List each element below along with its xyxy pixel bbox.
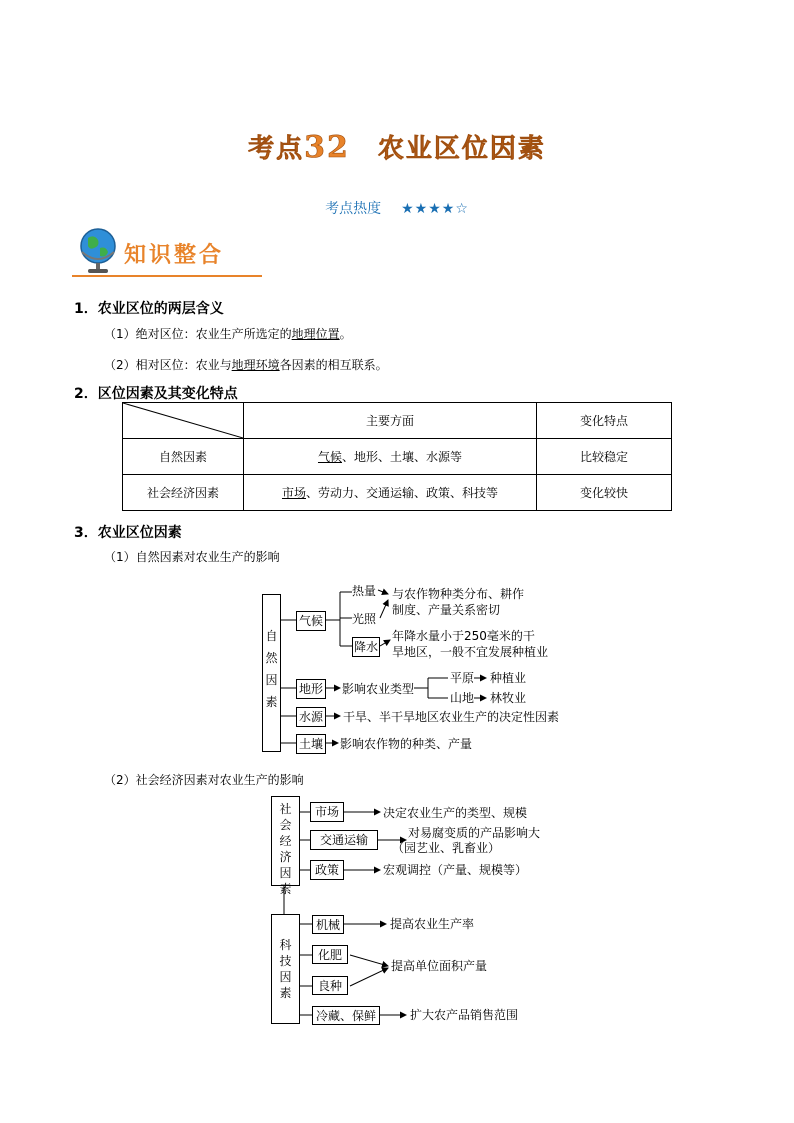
natural-factors-root: 自然因素 [262,594,281,752]
mountain-label: 山地 [450,691,475,705]
banner-text: 知识整合 [124,242,225,268]
section-3-sub2: （2）社会经济因素对农业生产的影响 [104,773,304,787]
market-effect: 决定农业生产的类型、规模 [383,806,528,820]
machine-box: 机械 [312,915,344,934]
seed-box: 良种 [312,976,348,995]
table-row: 自然因素 气候、地形、土壤、水源等 比较稳定 [123,439,672,475]
page-title: 考点32 农业区位因素 [248,130,546,165]
water-effect: 干旱、半干旱地区农业生产的决定性因素 [343,710,560,724]
transport-effect-2: （园艺业、乳畜业） [392,841,501,855]
heat-label: 热量 [352,584,377,598]
cold-storage-effect: 扩大农产品销售范围 [410,1008,519,1022]
table-header-main: 主要方面 [244,403,537,439]
transport-box: 交通运输 [310,830,378,850]
water-box: 水源 [296,707,326,727]
table-header-change: 变化特点 [537,403,672,439]
rain-effect-1: 年降水量小于250毫米的干 [392,629,535,643]
section-1-p1: （1）绝对区位：农业生产所选定的地理位置。 [104,327,352,341]
star-rating: ★★★★☆ [401,201,469,217]
rain-box: 降水 [352,637,380,657]
heat-label: 考点热度 [325,201,382,217]
section-1-p2: （2）相对区位：农业与地理环境各因素的相互联系。 [104,358,388,372]
social-factors-root: 社会经济因素 [271,796,300,886]
terrain-effect: 影响农业类型 [342,682,415,696]
climate-effect-2: 制度、产量关系密切 [392,603,501,617]
fertilizer-box: 化肥 [312,945,348,964]
policy-box: 政策 [310,860,344,880]
crop-label: 种植业 [490,671,527,685]
section-1-heading: 1．农业区位的两层含义 [74,301,224,317]
policy-effect: 宏观调控（产量、规模等） [383,863,528,877]
yield-effect: 提高单位面积产量 [391,959,488,973]
rain-effect-2: 旱地区，一般不宜发展种植业 [392,645,549,659]
climate-box: 气候 [296,611,326,631]
table-row: 社会经济因素 市场、劳动力、交通运输、政策、科技等 变化较快 [123,475,672,511]
forest-label: 林牧业 [490,691,527,705]
transport-effect-1: 对易腐变质的产品影响大 [408,826,541,840]
plain-label: 平原 [450,671,475,685]
market-box: 市场 [310,802,344,822]
section-2-heading: 2．区位因素及其变化特点 [74,386,238,402]
machine-effect: 提高农业生产率 [390,917,475,931]
terrain-box: 地形 [296,679,326,699]
soil-effect: 影响农作物的种类、产量 [340,737,473,751]
section-3-heading: 3．农业区位因素 [74,525,182,541]
light-label: 光照 [352,612,377,626]
soil-box: 土壤 [296,734,326,754]
section-3-sub1: （1）自然因素对农业生产的影响 [104,550,280,564]
climate-effect-1: 与农作物种类分布、耕作 [392,587,525,601]
tech-factors-root: 科技因素 [271,914,300,1024]
cold-storage-box: 冷藏、保鲜 [312,1006,380,1025]
